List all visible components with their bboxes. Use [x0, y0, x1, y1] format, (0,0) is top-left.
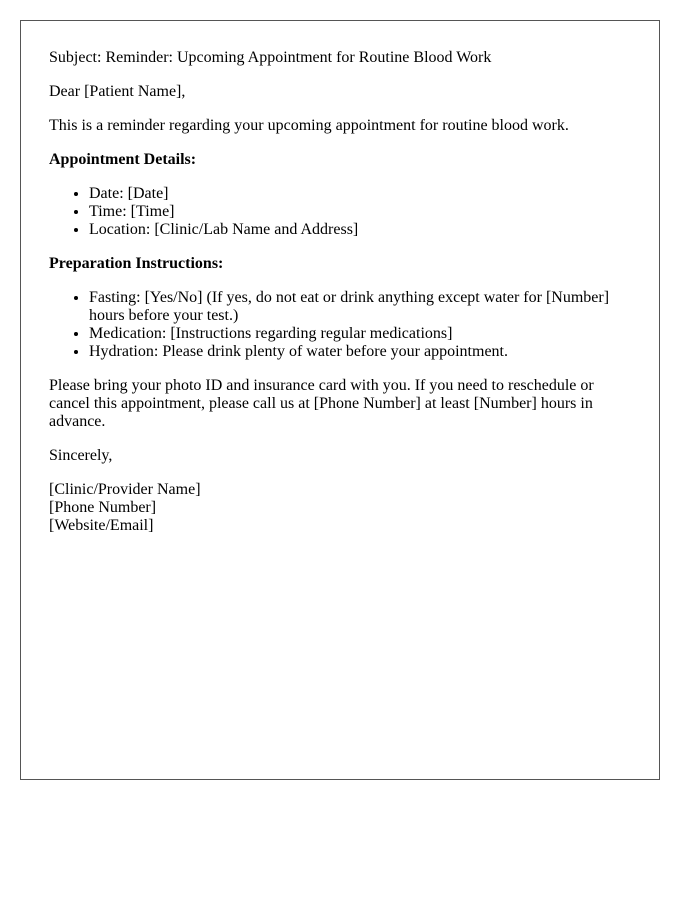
intro-paragraph: This is a reminder regarding your upcoming appointment for routine blood work.	[49, 117, 569, 134]
list-item-hydration: • Hydration: Please drink plenty of water before your appointment.	[89, 343, 631, 361]
greeting: Dear [Patient Name],	[49, 83, 186, 100]
letter-document	[20, 20, 660, 780]
list-item-date: • Date: [Date]	[89, 185, 631, 203]
sign-off: Sincerely,	[49, 447, 113, 464]
closing-paragraph: Please bring your photo ID and insurance card with you. If you need to reschedule or cancel this appointment, please call us at [Phone Number] at least [Number] hours in advance.	[49, 377, 594, 430]
list-item-location: • Location: [Clinic/Lab Name and Address]	[89, 221, 631, 239]
appointment-details-list	[49, 185, 631, 239]
signature-provider-name: [Clinic/Provider Name]	[49, 481, 201, 498]
subject-line: Subject: Reminder: Upcoming Appointment for Routine Blood Work	[49, 49, 492, 66]
preparation-instructions-heading: Preparation Instructions:	[49, 255, 224, 272]
signature-phone-number: [Phone Number]	[49, 499, 157, 516]
list-item-time: • Time: [Time]	[89, 203, 631, 221]
signature-website-email: [Website/Email]	[49, 517, 154, 534]
list-item-fasting: • Fasting: [Yes/No] (If yes, do not eat or drink anything except water for [Number] hours before your test.)	[89, 289, 631, 325]
preparation-instructions-list	[49, 289, 631, 361]
signature-block	[49, 481, 631, 535]
list-item-medication: • Medication: [Instructions regarding regular medications]	[89, 325, 631, 343]
appointment-details-heading: Appointment Details:	[49, 151, 197, 168]
